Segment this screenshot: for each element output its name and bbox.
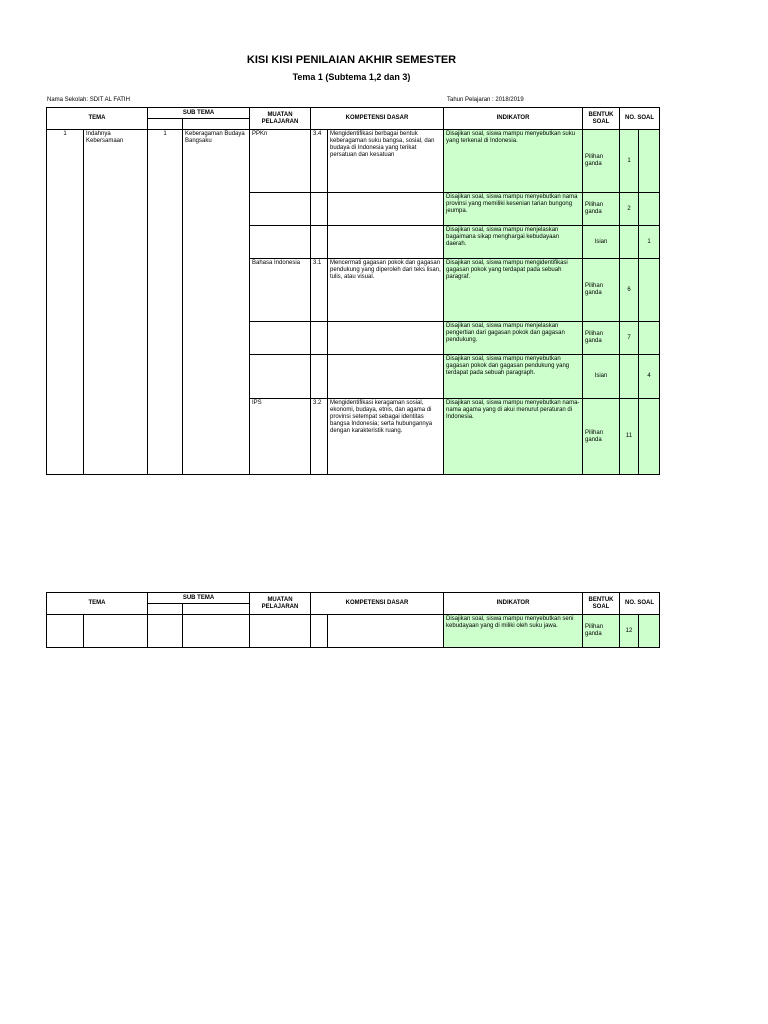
muatan-cell: [250, 193, 311, 226]
no-soal-isian: [639, 259, 660, 322]
header-bentuk-soal: BENTUK SOAL: [583, 593, 620, 615]
muatan-cell: [250, 355, 311, 399]
no-soal-pg: 6: [620, 259, 639, 322]
indikator-cell: Disajikan soal, siswa mampu mengidentifikasi gagasan pokok yang terdapat pada sebuah paragraf.: [444, 259, 583, 322]
subtema-number: 1: [148, 130, 183, 475]
bentuk-cell: Isian: [583, 355, 620, 399]
kd-text: [328, 193, 444, 226]
no-soal-isian: 1: [639, 226, 660, 259]
no-soal-pg: 2: [620, 193, 639, 226]
no-soal-pg: 11: [620, 399, 639, 475]
indikator-cell: Disajikan soal, siswa mampu menyebutkan nama- nama agama yang di akui menurut peraturan di Indonesia.: [444, 399, 583, 475]
tema-name: Indahnya Kebersamaan: [84, 130, 148, 475]
indikator-cell: Disajikan soal, siswa mampu menjelaskan bagaimana sikap menghargai kebudayaan daerah.: [444, 226, 583, 259]
document-subtitle: Tema 1 (Subtema 1,2 dan 3): [292, 72, 411, 82]
header-tema: TEMA: [47, 108, 148, 130]
muatan-cell: PPKn: [250, 130, 311, 193]
bentuk-cell: Isian: [583, 226, 620, 259]
indikator-cell: Disajikan soal, siswa mampu menyebutkan gagasan pokok dan gagasan pendukung yang terdapat pada sebuah paragraph.: [444, 355, 583, 399]
muatan-cell: [250, 322, 311, 355]
no-soal-pg: [620, 226, 639, 259]
no-soal-isian: 4: [639, 355, 660, 399]
no-soal-pg: [620, 355, 639, 399]
table-row: [47, 130, 660, 193]
subtema-name: Keberagaman Budaya Bangsaku: [183, 130, 250, 475]
header-kompetensi-dasar: KOMPETENSI DASAR: [311, 108, 444, 130]
bentuk-cell: Pilihan ganda: [583, 615, 620, 648]
kd-number: [311, 322, 328, 355]
kd-text: Mencermati gagasan pokok dan gagasan pendukung yang diperoleh dari teks lisan, tulis, atau visual.: [328, 259, 444, 322]
bentuk-cell: Pilihan ganda: [583, 259, 620, 322]
kd-text: [328, 355, 444, 399]
tema-number: 1: [47, 130, 84, 475]
kd-text: [328, 226, 444, 259]
indikator-cell: Disajikan soal, siswa mampu menjelaskan pengertian dari gagasan pokok dan gagasan pendukung.: [444, 322, 583, 355]
muatan-cell: IPS: [250, 399, 311, 475]
header-bentuk-soal: BENTUK SOAL: [583, 108, 620, 130]
indikator-cell: Disajikan soal, siswa mampu menyebutkan nama provinsi yang memiliki kesenian tarian bungong jeumpa.: [444, 193, 583, 226]
kd-number: [311, 193, 328, 226]
bentuk-cell: Pilihan ganda: [583, 399, 620, 475]
no-soal-isian: [639, 130, 660, 193]
no-soal-pg: 7: [620, 322, 639, 355]
header-indikator: INDIKATOR: [444, 108, 583, 130]
kd-number: 3.2: [311, 399, 328, 475]
kisi-kisi-table: [46, 107, 660, 475]
no-soal-pg: 1: [620, 130, 639, 193]
bentuk-cell: Pilihan ganda: [583, 193, 620, 226]
header-muatan-pelajaran: MUATAN PELAJARAN: [250, 593, 311, 615]
academic-year: Tahun Pelajaran : 2018/2019: [447, 97, 524, 103]
kd-text: Mengidentifikasi keragaman sosial, ekonomi, budaya, etnis, dan agama di provinsi setempat sebagai identitas bangsa Indonesia; serta hubungannya dengan karakteristik ruang.: [328, 399, 444, 475]
bentuk-cell: Pilihan ganda: [583, 322, 620, 355]
document-title: KISI KISI PENILAIAN AKHIR SEMESTER: [246, 54, 457, 66]
no-soal-isian: [639, 399, 660, 475]
kd-number: [311, 226, 328, 259]
kd-text: Mengidentifikasi berbagai bentuk keberagaman suku bangsa, sosial, dan budaya di Indonesia yang terikat persatuan dan kesatuan: [328, 130, 444, 193]
indikator-cell: Disajikan soal, siswa mampu menyebutkan seni kebudayaan yang di miliki oleh suku jawa.: [444, 615, 583, 648]
kd-number: [311, 355, 328, 399]
header-indikator: INDIKATOR: [444, 593, 583, 615]
header-sub-tema: SUB TEMA: [148, 593, 250, 604]
indikator-cell: Disajikan soal, siswa mampu menyebutkan suku yang terkenal di Indonesia.: [444, 130, 583, 193]
header-kompetensi-dasar: KOMPETENSI DASAR: [311, 593, 444, 615]
kisi-kisi-table-continued: [46, 592, 660, 648]
kd-number: 3.4: [311, 130, 328, 193]
header-no-soal: NO. SOAL: [620, 593, 660, 615]
header-sub-tema: SUB TEMA: [148, 108, 250, 119]
header-muatan-pelajaran: MUATAN PELAJARAN: [250, 108, 311, 130]
no-soal-isian: [639, 615, 660, 648]
kd-text: [328, 322, 444, 355]
header-tema: TEMA: [47, 593, 148, 615]
bentuk-cell: Pilihan ganda: [583, 130, 620, 193]
muatan-cell: [250, 226, 311, 259]
no-soal-isian: [639, 193, 660, 226]
no-soal-isian: [639, 322, 660, 355]
school-name: Nama Sekolah: SDIT AL FATIH: [47, 97, 130, 103]
muatan-cell: Bahasa Indonesia: [250, 259, 311, 322]
table-row: [47, 615, 660, 648]
no-soal-pg: 12: [620, 615, 639, 648]
header-no-soal: NO. SOAL: [620, 108, 660, 130]
kd-number: 3.1: [311, 259, 328, 322]
